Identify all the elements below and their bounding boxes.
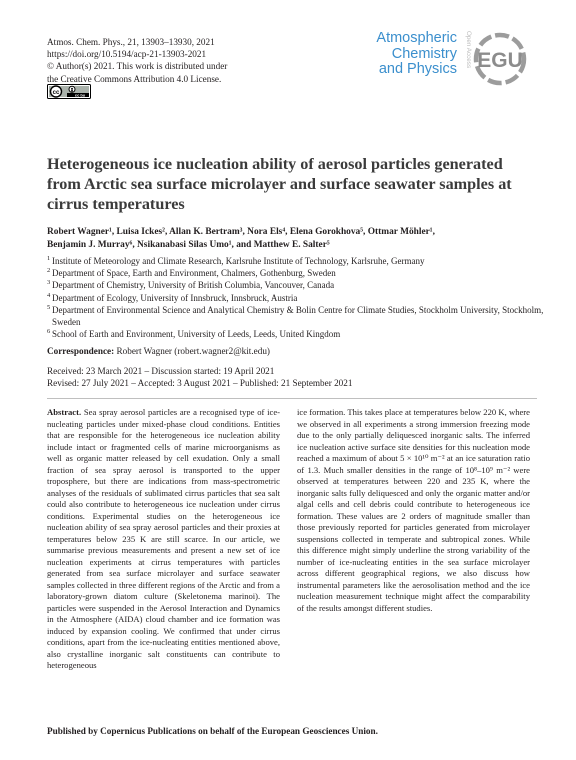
affiliation-number: 2 [47,267,51,275]
title-line: from Arctic sea surface microlayer and surface seawater samples at [47,175,512,193]
author-line: Benjamin J. Murray⁶, Nsikanabasi Silas Umo¹, and Matthew E. Salter⁵ [47,239,330,250]
correspondence [47,346,270,356]
abstract-label: Abstract. [47,407,82,417]
svg-text:cc: cc [52,89,60,96]
paper-title [47,154,537,214]
cc-badge-text: cc by [74,92,86,98]
author-line: Robert Wagner¹, Luisa Ickes², Allan K. Bertram³, Nora Els⁴, Elena Gorokhova⁵, Ottmar Möhler¹, [47,227,435,237]
abstract-column-left [47,407,280,672]
affiliation-text: Department of Space, Earth and Environment, Chalmers, Gothenburg, Sweden [52,268,336,279]
open-access-label [459,30,471,88]
doi-link[interactable]: https://doi.org/10.5194/acp-21-13903-2021 [47,49,207,60]
dates-line: Received: 23 March 2021 – Discussion started: 19 April 2021 [47,366,275,376]
affiliation [47,292,547,304]
affiliation-number: 3 [47,279,51,287]
correspondence-label: Correspondence: [47,346,115,356]
citation-block [47,36,347,85]
affiliation-number: 5 [47,303,51,311]
affiliation [47,328,547,340]
journal-name[interactable] [362,31,457,78]
affiliation-text: Institute of Meteorology and Climate Research, Karlsruhe Institute of Technology, Karlsruhe, Germany [52,256,425,266]
abstract-text: ice formation. This takes place at temperatures below 220 K, where we observed in all experiments a strong immersion freezing mode due to the only partially deliquesced inorganic salts. The inferred ice nucleation active surface site densities for this nucleation mode reached a maximum of about 5 × 10¹⁰ m⁻² at an ice saturation ratio of 1.3. Much smaller densities in the range of 10⁸–10⁹ m⁻² were observed at temperatures between 220 and 235 K, where the inorganic salts fully deliquesced and only the organic matter and/or algal cells and cell debris could contribute to heterogeneous ice formation. These values are 2 orders of magnitude smaller than those previously reported for particles generated from microlayer suspensions collected in temperate and subtropical zones. While this difference might simply underline the strong variability of the number of ice-nucleating entities in the sea surface microlayer across different geographical regions, we also discuss how instrumental parameters like the aerosolisation method and the ice nucleation measurement technique might affect the comparability of the results amongst different studies. [297,407,530,613]
dates-line: Revised: 27 July 2021 – Accepted: 3 August 2021 – Published: 21 September 2021 [47,377,353,388]
affiliation-text: Department of Chemistry, University of British Columbia, Vancouver, Canada [52,280,335,291]
author-list [47,226,537,252]
egu-logo[interactable] [472,31,532,87]
journal-name-line: and Physics [378,61,457,77]
affiliation-number: 1 [47,255,51,262]
copyright: © Author(s) 2021. This work is distributed under [47,61,228,72]
cc-by-license-icon[interactable] [47,84,91,99]
title-line: Heterogeneous ice nucleation ability of aerosol particles generated [47,155,503,173]
divider [47,398,537,399]
title-line: cirrus temperatures [47,195,185,213]
affiliation-text: Department of Ecology, University of Innsbruck, Innsbruck, Austria [52,292,298,303]
affiliation [47,255,547,267]
abstract-column-right [297,407,530,614]
license: the Creative Commons Attribution 4.0 License. [47,73,222,84]
affiliation-text: Department of Environmental Science and Analytical Chemistry & Bolin Centre for Climate Studies, Stockholm University, Stockholm, Sweden [52,304,544,328]
abstract-text: Sea spray aerosol particles are a recognised type of ice-nucleating particles under mixed-phase cloud conditions. Entities that are responsible for the heterogeneous ice nucleation ability include intact or fragmented cells of marine microorganisms as well as organic matter released by cell exudation. Only a small fraction of sea spray aerosol is transported to the upper troposphere, but there are indications from mass-spectrometric analyses of the residuals of sublimated cirrus particles that sea salt could also contribute to heterogeneous ice nucleation under cirrus conditions. Experimental studies on the heterogeneous ice nucleation ability of sea spray aerosol particles and their proxies at temperatures below 235 K are still scarce. In our article, we summarise previous measurements and present a new set of ice nucleation experiments at cirrus temperatures with particles generated from sea surface microlayer and surface seawater samples collected in three different regions of the Arctic and from a laboratory-grown diatom culture (Skeletonema marinoi). The particles were suspended in the Aerosol Interaction and Dynamics in the Atmosphere (AIDA) cloud chamber and ice formation was induced by expansion cooling. We confirmed that under cirrus conditions, apart from the ice-nucleating entities mentioned above, also crystalline inorganic salt constituents can contribute to heterogeneous [47,407,280,671]
affiliation-list [47,255,547,340]
egu-logo-text: EGU [477,49,523,72]
journal-name-line: Chemistry [391,45,457,62]
affiliation-text: School of Earth and Environment, University of Leeds, Leeds, United Kingdom [52,329,341,340]
affiliation-number: 4 [47,291,51,299]
affiliation [47,267,547,279]
affiliation-number: 6 [47,328,51,336]
affiliation [47,304,547,328]
affiliation [47,279,547,291]
citation: Atmos. Chem. Phys., 21, 13903–13930, 2021 [47,37,215,47]
correspondence-text[interactable]: Robert Wagner (robert.wagner2@kit.edu) [116,346,270,356]
publisher-footer: Published by Copernicus Publications on behalf of the European Geosciences Union. [47,726,378,736]
publication-dates [47,366,352,390]
open-access-text: Open Access [465,31,472,69]
journal-name-line: Atmospheric [376,30,457,46]
